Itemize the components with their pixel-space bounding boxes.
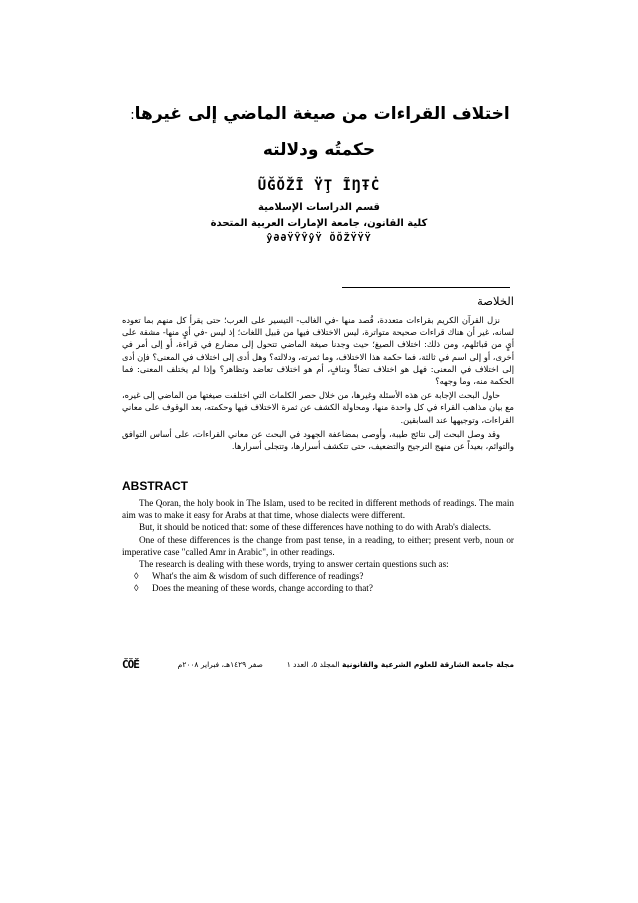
section-divider [342,287,510,288]
author-college: كلية القانون، جامعة الإمارات العربية المتحدة [210,218,428,229]
journal-volume: المجلد ٥، العدد ١ [286,660,340,669]
arabic-abstract-heading: الخلاصة [477,294,514,308]
arabic-abstract-paragraph: وقد وصل البحث إلى نتائج طيبة، وأوصى بمضاعفة الجهود في البحث عن معاني القراءات، على أساس التوافق والتوائم، بعيداً عن منهج الترجيح والتضعيف، حتى تتكشف أسرارها، وتتجلى أسرارها. [122,428,514,452]
author-department: قسم الدراسات الإسلامية [258,202,380,213]
paper-title-text: اختلاف القراءات من صيغة الماضي إلى غيرها [134,104,510,124]
diamond-bullet-icon: ◊ [134,571,139,582]
english-abstract-paragraph: The research is dealing with these words, trying to answer certain questions such as: [139,559,449,570]
arabic-abstract-paragraph: حاول البحث الإجابة عن هذه الأسئلة وغيرها، من خلال حصر الكلمات التي اختلفت صيغتها من الماضي إلى غيره، مع بيان مذاهب القراء في كل واحدة منها، ومحاولة الكشف عن ثمرة الاختلاف فيها وحكمته، بعد الوقوف على معاني القراءات، وتوجيهها عند السابقين. [122,390,514,425]
english-abstract-paragraph: But, it should be noticed that: some of these differences have nothing to do with Arab's dialects. [139,522,492,533]
research-question-text: What's the aim & wisdom of such difference of readings? [152,571,364,582]
diamond-bullet-icon: ◊ [134,583,139,594]
journal-name: مجلة جامعة الشارقة للعلوم الشرعية والقانونية [342,660,514,669]
research-question [122,570,514,582]
author-name: ŨĞŎŽĨ ŸŢ ĨŊŦĊ [257,178,381,194]
english-abstract-paragraph: The Qoran, the holy book in The Islam, used to be recited in different methods of readings. The main aim was to make it easy for Arabs at that time, whose dialects were different. [122,498,514,521]
english-abstract-paragraph: One of these differences is the change from past tense, in a reading, to either; present verb, noun or imperative case "called Amr in Arabic", in other readings. [122,534,514,557]
journal-date: صفر ١٤٢٩هـ، فبراير ٢٠٠٨م [177,660,263,669]
arabic-abstract-paragraph: نزل القرآن الكريم بقراءات متعددة، قُصد منها -في الغالب- التيسير على العرب؛ حتى يقرأ كل منهم بما تعوده لسانه، غير أن هناك قراءات صحيحة متواترة، ليس الاختلاف فيها من قبيل اللغات؛ إذ ليس -في أيٍ منها- مشقة على أيٍ من قبائلهم، ومن ذلك: اختلاف الصيغ؛ حيث وجدنا صيغة الماضي تتحول إلى مضارع في قراءة، أو إلى أمر في أخرى، أو إلى اسم في ثالثة، فما حكمة هذا الاختلاف، وما ثمرته، ودلالته؟ وهل أدى إلى اختلاف في المعنى؟ فإن أدى إلى اختلاف في المعنى: فهل هو اختلاف تضادٍّ وتنافٍ، أم هو اختلاف تعاضد وتظاهر؟ وإذا لم يختلف المعنى: فما الحكمة منه، وما وجهه؟ [122,315,514,387]
research-question [122,582,514,594]
paper-subtitle: حكمتُه ودلالته [262,140,376,160]
english-abstract-heading: ABSTRACT [122,479,188,493]
research-question-text: Does the meaning of these words, change according to that? [152,583,373,594]
author-email: ŷƏƏŸŶŶŷŸ ŎŎŽŸŸŸ [266,233,372,244]
paper-title [90,104,550,124]
page-footer [122,660,514,676]
arabic-abstract-body [122,314,514,454]
english-abstract-body [122,497,514,595]
paper-title-colon: : [130,108,135,123]
page-number: ČŎĚ [122,658,139,671]
journal-citation [178,660,514,669]
